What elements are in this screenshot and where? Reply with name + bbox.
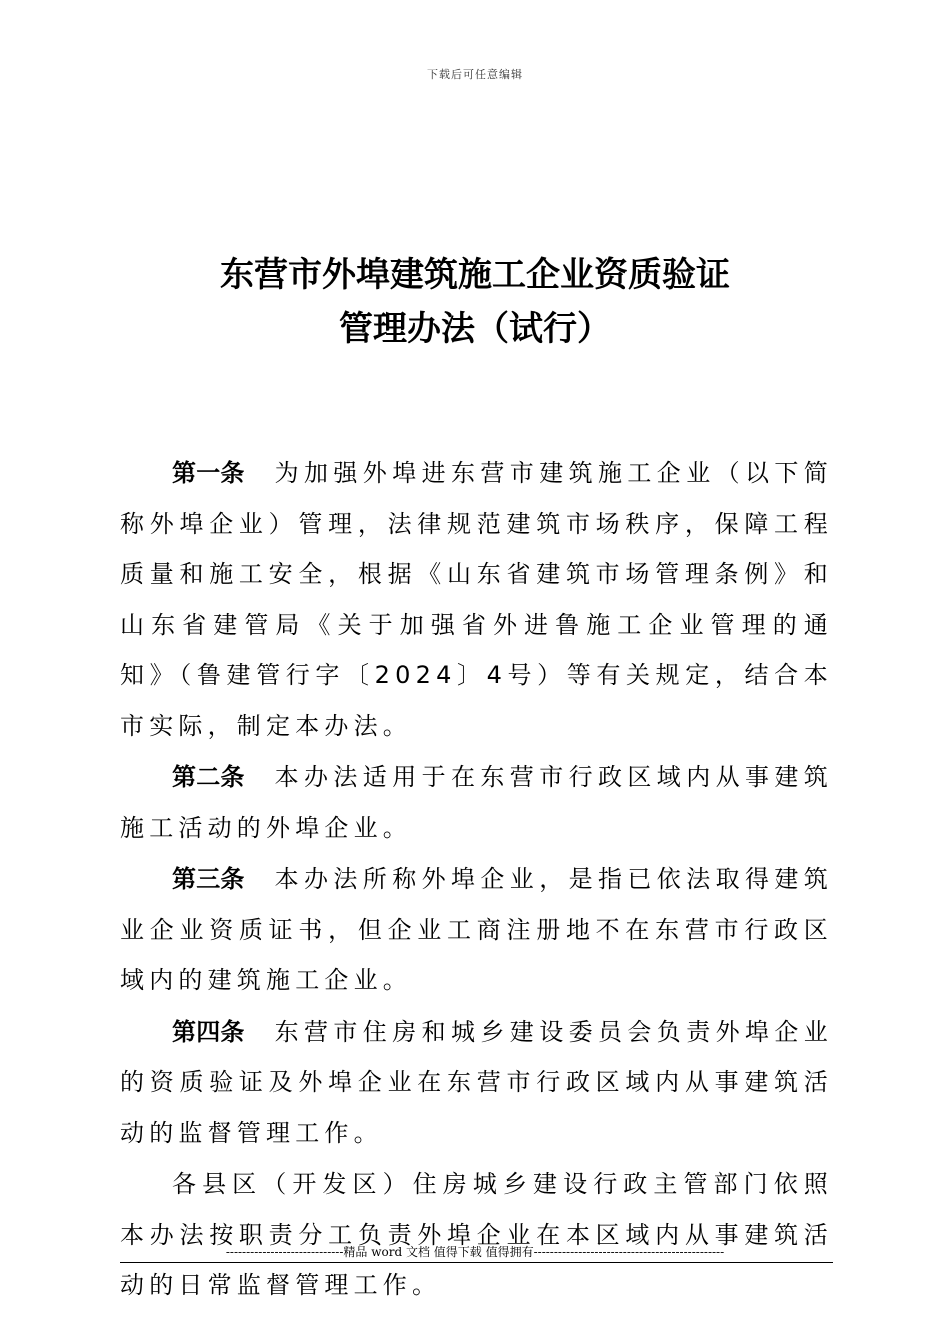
article-4 xyxy=(120,1007,833,1159)
article-2 xyxy=(120,752,833,853)
article-4-paragraph-2 xyxy=(120,1159,833,1311)
article-3-label: 第三条 xyxy=(172,865,245,893)
article-1-label: 第一条 xyxy=(172,459,245,487)
article-4-paragraph-2-text: 各县区（开发区）住房城乡建设行政主管部门依照本办法按职责分工负责外埠企业在本区域内从事建筑活动的日常监督管理工作。 xyxy=(120,1170,833,1299)
article-2-label: 第二条 xyxy=(172,763,245,791)
document-body xyxy=(120,448,833,1311)
article-4-label: 第四条 xyxy=(172,1017,245,1046)
article-3 xyxy=(120,854,833,1006)
header-note: 下载后可任意编辑 xyxy=(427,68,523,81)
article-1-text: 为加强外埠进东营市建筑施工企业（以下简称外埠企业）管理，法律规范建筑市场秩序，保障工程质量和施工安全，根据《山东省建筑市场管理条例》和山东省建管局《关于加强省外进鲁施工企业管理的通知》（鲁建管行字〔2024〕4号）等有关规定，结合本市实际，制定本办法。 xyxy=(120,459,833,740)
article-4-text: 东营市住房和城乡建设委员会负责外埠企业的资质验证及外埠企业在东营市行政区域内从事建筑活动的监督管理工作。 xyxy=(120,1017,833,1147)
article-1 xyxy=(120,448,833,751)
footer-note: -----------------------------精品 word 文档 值得下载 值得拥有----------------------------------------------- xyxy=(225,1245,725,1259)
article-2-text: 本办法适用于在东营市行政区域内从事建筑施工活动的外埠企业。 xyxy=(120,763,833,842)
footer-divider xyxy=(120,1262,833,1263)
article-3-text: 本办法所称外埠企业，是指已依法取得建筑业企业资质证书，但企业工商注册地不在东营市行政区域内的建筑施工企业。 xyxy=(120,865,833,994)
document-title-line-2: 管理办法（试行） xyxy=(339,309,611,349)
document-title-line-1: 东营市外埠建筑施工企业资质验证 xyxy=(220,255,730,295)
